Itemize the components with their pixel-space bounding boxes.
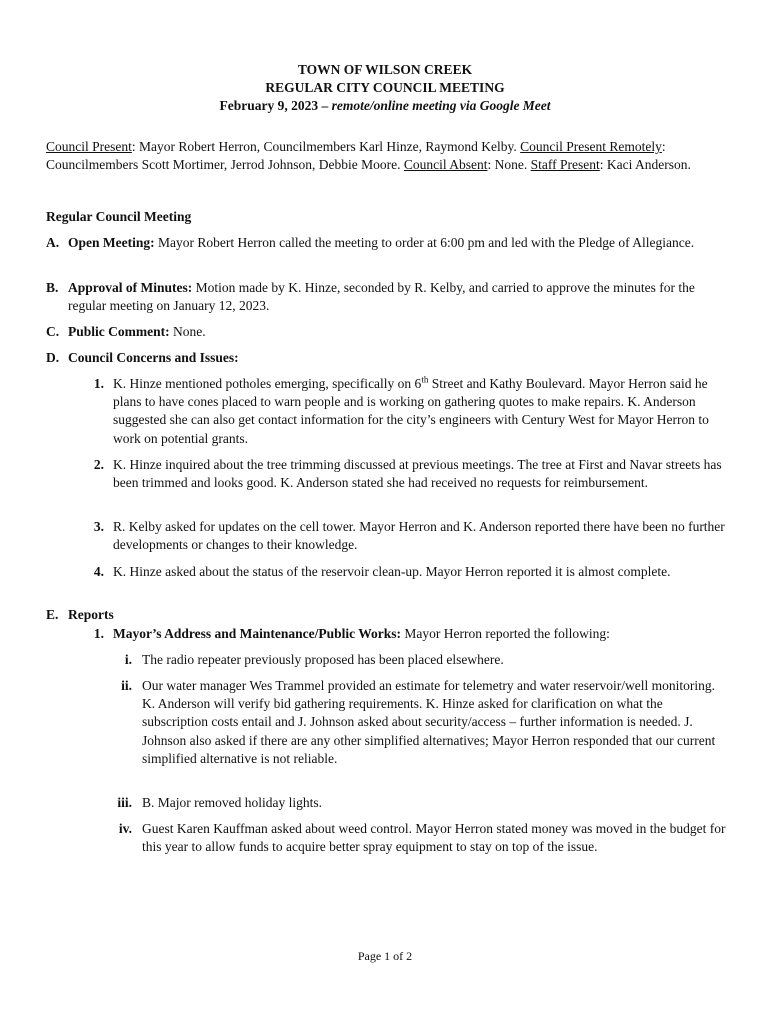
doc-title-meeting: REGULAR CITY COUNCIL MEETING	[265, 80, 505, 95]
concern-1-number: 1.	[93, 376, 104, 391]
report-sub-iii: B. Major removed holiday lights.	[142, 795, 322, 810]
report-sub-ii-number: ii.	[121, 678, 132, 693]
item-b-letter: B.	[46, 280, 59, 295]
concern-1-text-end: Street and Kathy Boulevard. Mayor Herron said he plans to have cones placed to warn people and is working on gathering quotes to make repairs. K. Anderson suggested she can also get contact information for the city’s engineers with Century West for Mayor Herron to work on potential grants.	[113, 376, 709, 446]
item-b-text: Motion made by K. Hinze, seconded by R. Kelby, and carried to approve the minutes for the regular meeting on January 12, 2023.	[68, 280, 695, 314]
item-e-letter: E.	[46, 607, 59, 622]
item-b	[68, 279, 730, 315]
attendance-paragraph	[46, 138, 726, 174]
report-1	[113, 625, 731, 643]
report-1-text: Mayor Herron reported the following:	[401, 626, 610, 641]
council-present-label: Council Present	[46, 139, 132, 154]
council-absent-label: Council Absent	[403, 157, 488, 173]
report-sub-i: The radio repeater previously proposed has been placed elsewhere.	[142, 652, 504, 667]
report-1-title: Mayor’s Address and Maintenance/Public Works:	[113, 626, 402, 641]
concern-1-text-start: K. Hinze mentioned potholes emerging, specifically on 6	[113, 376, 422, 391]
doc-title-date	[0, 97, 770, 115]
item-a-text: Mayor Robert Herron called the meeting to order at 6:00 pm and led with the Pledge of Allegiance.	[154, 235, 695, 250]
item-e-title: Reports	[68, 607, 114, 622]
item-a-letter: A.	[46, 235, 60, 250]
concern-3-number: 3.	[93, 519, 104, 534]
report-sub-iii-number: iii.	[117, 795, 132, 810]
item-c	[68, 323, 730, 341]
report-sub-iv-number: iv.	[118, 821, 132, 836]
council-absent-text: : None.	[487, 157, 531, 173]
council-remote-text: : Councilmembers Scott Mortimer, Jerrod Johnson, Debbie Moore.	[46, 139, 666, 173]
item-e	[68, 606, 730, 624]
meeting-date: February 9, 2023 –	[219, 98, 332, 113]
item-a	[68, 234, 730, 252]
report-1-number: 1.	[93, 626, 104, 641]
report-sub-ii: Our water manager Wes Trammel provided an estimate for telemetry and water reservoir/well monitoring. K. Anderson will verify bid gathering requirements. K. Hinze asked for clarification on what the subscription costs entail and J. Johnson asked about security/access – further information is needed. J. Johnson also asked if there are any other simplified alternatives; Mayor Herron responded that our current simplified alternative is not reliable.	[142, 678, 716, 766]
council-present-text: : Mayor Robert Herron, Councilmembers Karl Hinze, Raymond Kelby.	[131, 139, 521, 154]
staff-present-text: : Kaci Anderson.	[599, 157, 691, 173]
meeting-mode: remote/online meeting via Google Meet	[331, 98, 551, 113]
concern-4-number: 4.	[93, 564, 104, 579]
item-d	[68, 349, 730, 367]
staff-present-label: Staff Present	[530, 157, 600, 173]
item-a-title: Open Meeting:	[68, 235, 155, 250]
concern-4: K. Hinze asked about the status of the reservoir clean-up. Mayor Herron reported it is almost complete.	[113, 564, 671, 579]
item-d-title: Council Concerns and Issues:	[68, 350, 239, 365]
report-sub-i-number: i.	[124, 652, 132, 667]
concern-1-superscript: th	[421, 374, 429, 385]
item-c-letter: C.	[46, 324, 60, 339]
item-c-text: None.	[169, 324, 206, 339]
item-c-title: Public Comment:	[68, 324, 170, 339]
council-remote-label: Council Present Remotely	[520, 139, 662, 154]
item-b-title: Approval of Minutes:	[68, 280, 193, 295]
page-number: Page 1 of 2	[357, 949, 413, 963]
doc-title-town: TOWN OF WILSON CREEK	[297, 62, 473, 77]
section-title: Regular Council Meeting	[46, 209, 192, 224]
concern-3: R. Kelby asked for updates on the cell tower. Mayor Herron and K. Anderson reported there have been no further developments or changes to their knowledge.	[113, 519, 725, 553]
concern-1	[113, 375, 731, 448]
concern-2-number: 2.	[93, 457, 104, 472]
report-sub-iv: Guest Karen Kauffman asked about weed control. Mayor Herron stated money was moved in the budget for this year to allow funds to acquire better spray equipment to stay on top of the issue.	[142, 821, 726, 855]
concern-2: K. Hinze inquired about the tree trimming discussed at previous meetings. The tree at First and Navar streets has been trimmed and looks good. K. Anderson stated she had received no requests for reimbursement.	[113, 457, 722, 491]
item-d-letter: D.	[46, 350, 60, 365]
